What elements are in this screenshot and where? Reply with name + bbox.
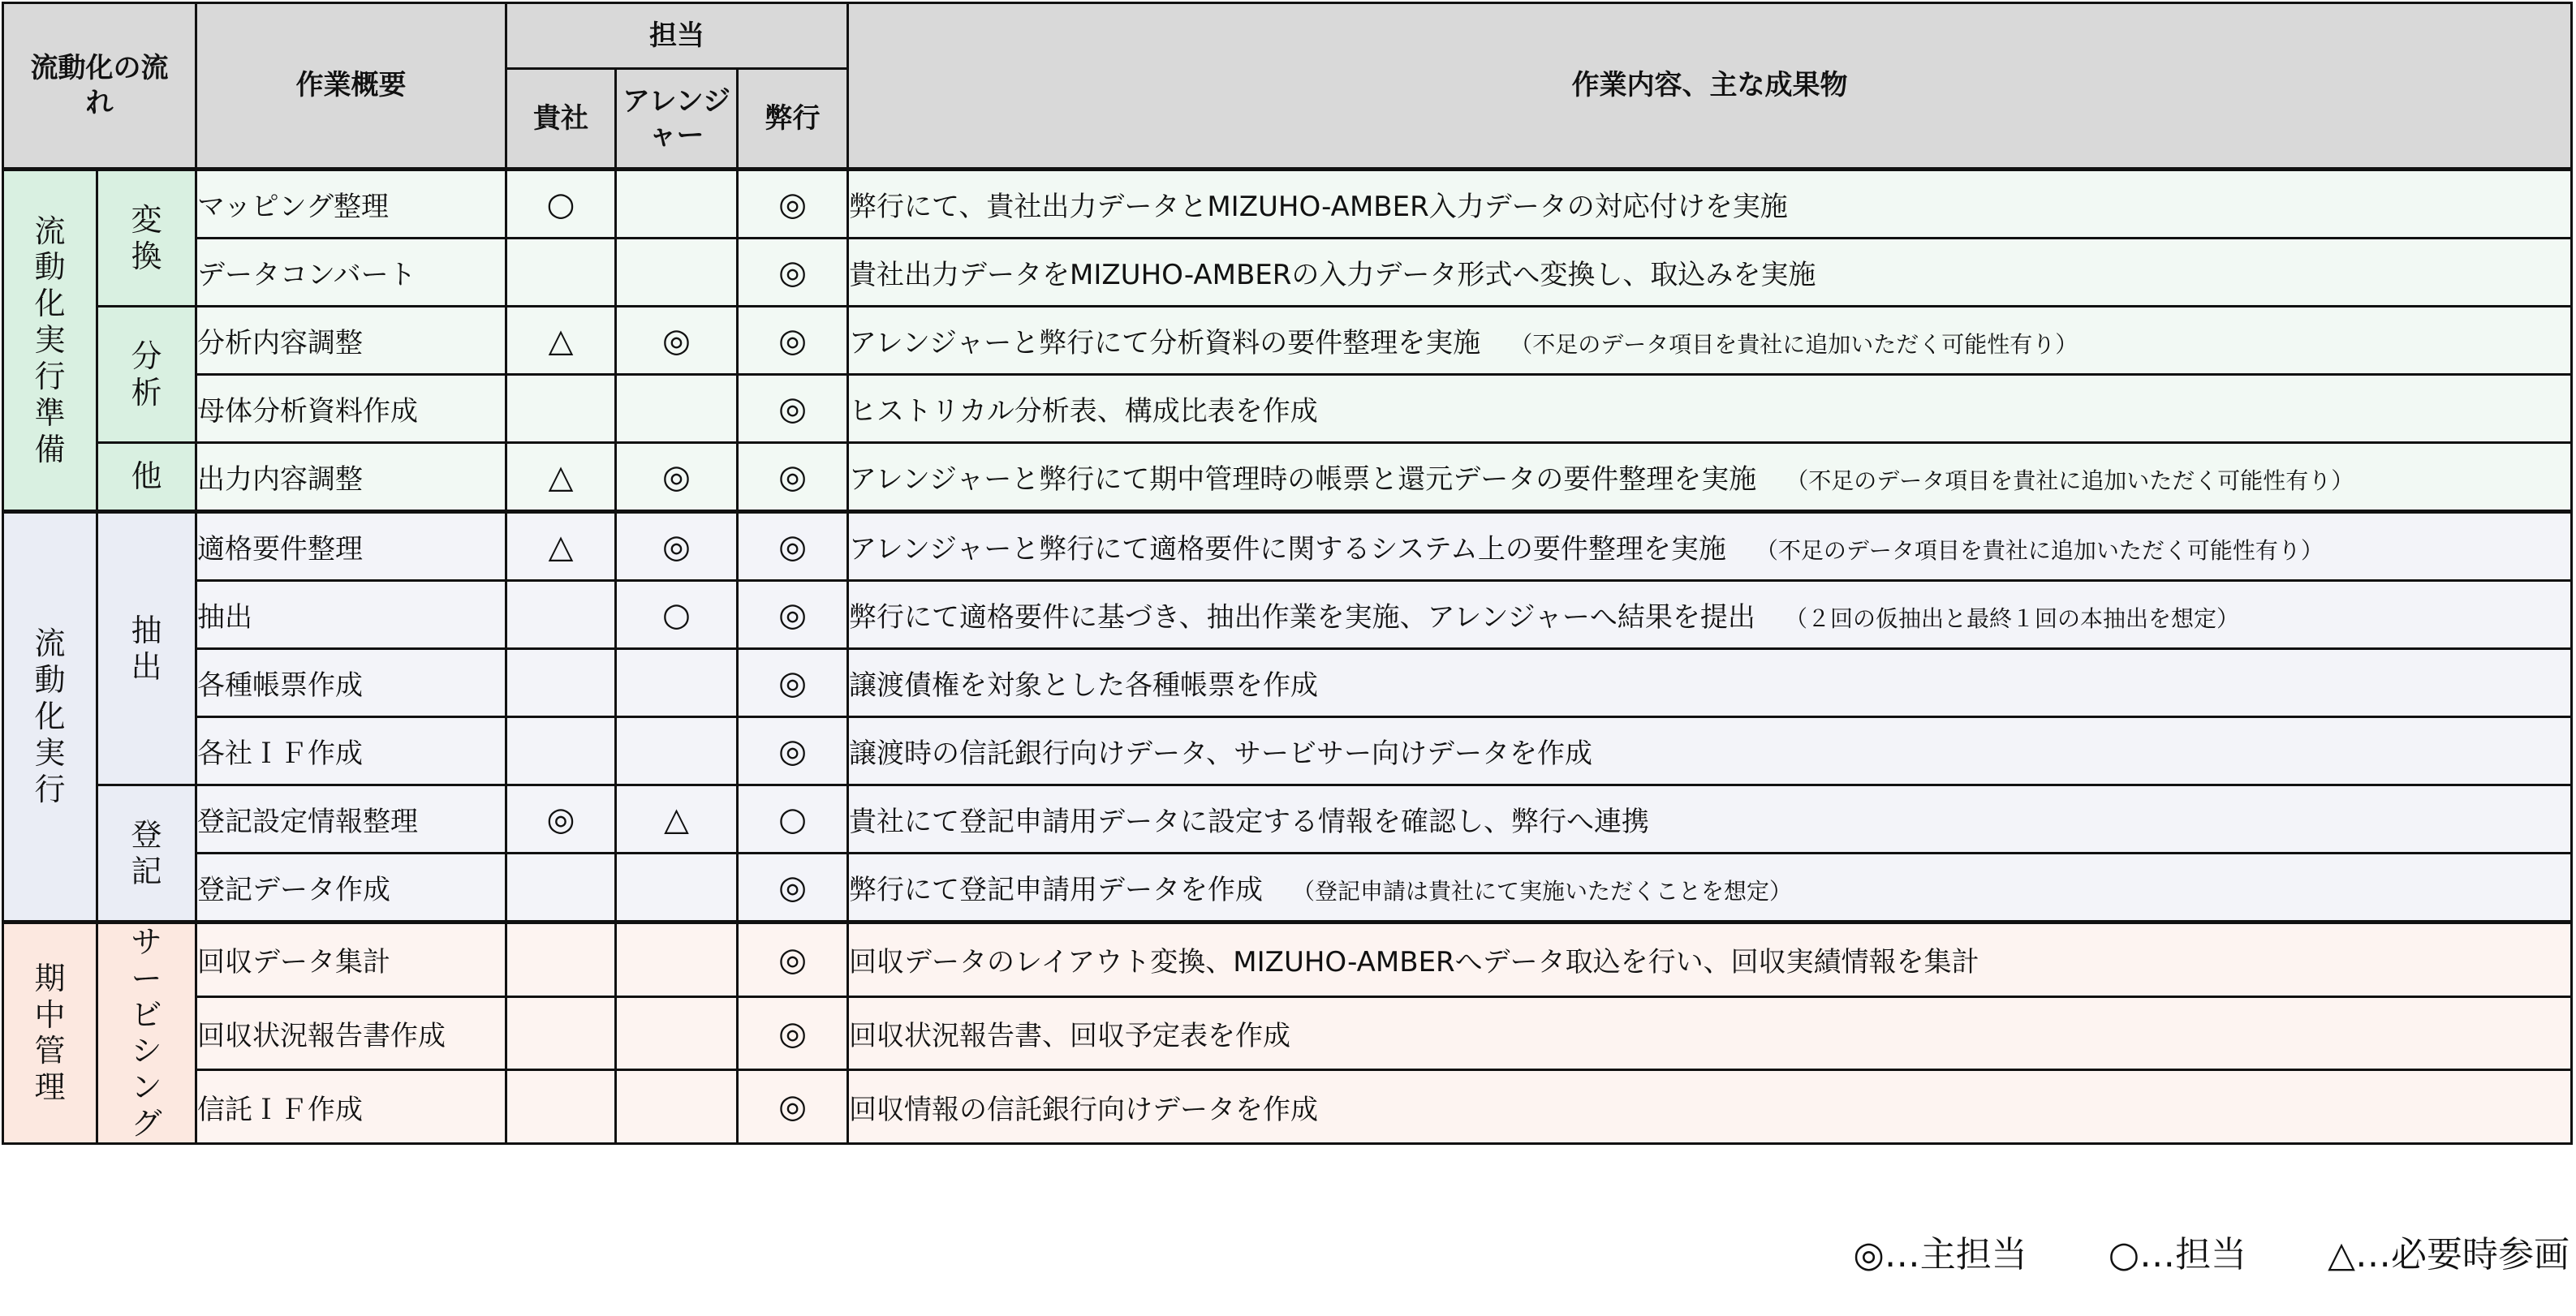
mark-client bbox=[506, 1070, 616, 1144]
mark-arranger bbox=[616, 854, 738, 922]
table-row bbox=[3, 854, 2572, 922]
mark-client bbox=[506, 996, 616, 1070]
description-note: （不足のデータ項目を貴社に追加いただく可能性有り） bbox=[1786, 467, 2354, 494]
legend-item-as-needed: △…必要時参画 bbox=[2328, 1234, 2570, 1275]
description-text: 回収状況報告書、回収予定表を作成 bbox=[849, 1020, 1291, 1053]
mark-client bbox=[506, 375, 616, 443]
task-description bbox=[848, 581, 2572, 649]
mark-client: △ bbox=[506, 443, 616, 512]
description-text: 回収データのレイアウト変換、MIZUHO-AMBERへデータ取込を行い、回収実績情報を集計 bbox=[849, 946, 1979, 979]
legend-item-responsible: ○…担当 bbox=[2108, 1234, 2247, 1275]
table-row bbox=[3, 512, 2572, 581]
mark-bank: ◎ bbox=[738, 512, 848, 581]
description-note: （不足のデータ項目を貴社に追加いただく可能性有り） bbox=[1510, 331, 2078, 358]
double-circle-icon: ◎ bbox=[1853, 1234, 1885, 1275]
header-responsible: 担当 bbox=[506, 3, 848, 69]
description-text: アレンジャーと弊行にて分析資料の要件整理を実施 bbox=[849, 327, 1481, 359]
table-row bbox=[3, 922, 2572, 997]
header-role-arranger: アレンジャー bbox=[616, 69, 738, 170]
header-overview: 作業概要 bbox=[196, 3, 506, 170]
table-row bbox=[3, 443, 2572, 512]
table-row bbox=[3, 785, 2572, 854]
mark-arranger: ◎ bbox=[616, 443, 738, 512]
task-name: 母体分析資料作成 bbox=[196, 375, 506, 443]
mark-arranger bbox=[616, 1070, 738, 1144]
table-row bbox=[3, 1070, 2572, 1144]
task-name: 登記設定情報整理 bbox=[196, 785, 506, 854]
table-row bbox=[3, 581, 2572, 649]
mark-client: ○ bbox=[506, 170, 616, 239]
legend bbox=[1853, 1225, 2570, 1277]
mark-bank: ◎ bbox=[738, 922, 848, 997]
mark-arranger: ◎ bbox=[616, 512, 738, 581]
description-text: 回収情報の信託銀行向けデータを作成 bbox=[849, 1093, 1319, 1126]
task-description bbox=[848, 1070, 2572, 1144]
group-label: 分析 bbox=[97, 307, 196, 443]
mark-client bbox=[506, 854, 616, 922]
mark-bank: ◎ bbox=[738, 170, 848, 239]
section-label: 流動化実行 bbox=[3, 512, 97, 922]
mark-arranger bbox=[616, 239, 738, 307]
description-note: （２回の仮抽出と最終１回の本抽出を想定） bbox=[1784, 605, 2239, 632]
mark-arranger bbox=[616, 649, 738, 717]
circle-icon: ○ bbox=[2108, 1234, 2140, 1275]
mark-client: △ bbox=[506, 307, 616, 375]
mark-bank: ◎ bbox=[738, 717, 848, 785]
table-row bbox=[3, 170, 2572, 239]
description-note: （登記申請は貴社にて実施いただくことを想定） bbox=[1292, 878, 1793, 905]
task-description bbox=[848, 785, 2572, 854]
mark-bank: ◎ bbox=[738, 239, 848, 307]
description-note: （不足のデータ項目を貴社に追加いただく可能性有り） bbox=[1755, 537, 2324, 564]
description-text: 弊行にて、貴社出力データとMIZUHO-AMBER入力データの対応付けを実施 bbox=[849, 191, 1788, 223]
table-row bbox=[3, 375, 2572, 443]
header-flow: 流動化の流れ bbox=[3, 3, 196, 170]
mark-arranger: ◎ bbox=[616, 307, 738, 375]
table-body bbox=[3, 170, 2572, 1144]
mark-client: △ bbox=[506, 512, 616, 581]
task-name: 回収状況報告書作成 bbox=[196, 996, 506, 1070]
mark-bank: ◎ bbox=[738, 854, 848, 922]
task-description bbox=[848, 170, 2572, 239]
task-name: 登記データ作成 bbox=[196, 854, 506, 922]
mark-client bbox=[506, 649, 616, 717]
table-row bbox=[3, 649, 2572, 717]
task-name: マッピング整理 bbox=[196, 170, 506, 239]
mark-bank: ◎ bbox=[738, 649, 848, 717]
mark-arranger bbox=[616, 170, 738, 239]
section-label: 流動化実行準備 bbox=[3, 170, 97, 512]
description-text: ヒストリカル分析表、構成比表を作成 bbox=[849, 395, 1318, 428]
header-role-client: 貴社 bbox=[506, 69, 616, 170]
description-text: 弊行にて適格要件に基づき、抽出作業を実施、アレンジャーへ結果を提出 bbox=[849, 601, 1755, 634]
mark-bank: ◎ bbox=[738, 581, 848, 649]
task-description bbox=[848, 717, 2572, 785]
mark-arranger: △ bbox=[616, 785, 738, 854]
description-text: 譲渡時の信託銀行向けデータ、サービサー向けデータを作成 bbox=[849, 738, 1592, 770]
task-name: 各社ＩＦ作成 bbox=[196, 717, 506, 785]
description-text: 弊行にて登記申請用データを作成 bbox=[849, 874, 1264, 906]
responsibility-table bbox=[2, 2, 2573, 1145]
description-text: 貴社出力データをMIZUHO-AMBERの入力データ形式へ変換し、取込みを実施 bbox=[849, 259, 1816, 291]
mark-client: ◎ bbox=[506, 785, 616, 854]
mark-arranger bbox=[616, 375, 738, 443]
task-description bbox=[848, 443, 2572, 512]
mark-arranger bbox=[616, 717, 738, 785]
mark-client bbox=[506, 922, 616, 997]
mark-bank: ◎ bbox=[738, 307, 848, 375]
task-description bbox=[848, 375, 2572, 443]
task-description bbox=[848, 922, 2572, 997]
group-label: 変換 bbox=[97, 170, 196, 307]
header-content: 作業内容、主な成果物 bbox=[848, 3, 2572, 170]
group-label: サービシング bbox=[97, 922, 196, 1144]
description-text: 貴社にて登記申請用データに設定する情報を確認し、弊行へ連携 bbox=[849, 806, 1650, 838]
task-description bbox=[848, 239, 2572, 307]
task-name: 抽出 bbox=[196, 581, 506, 649]
section-label: 期中管理 bbox=[3, 922, 97, 1144]
table-row bbox=[3, 996, 2572, 1070]
table-row bbox=[3, 717, 2572, 785]
mark-client bbox=[506, 717, 616, 785]
description-text: アレンジャーと弊行にて期中管理時の帳票と還元データの要件整理を実施 bbox=[849, 463, 1757, 496]
mark-arranger: ○ bbox=[616, 581, 738, 649]
mark-bank: ◎ bbox=[738, 1070, 848, 1144]
mark-client bbox=[506, 239, 616, 307]
task-name: 信託ＩＦ作成 bbox=[196, 1070, 506, 1144]
legend-item-main: ◎…主担当 bbox=[1853, 1234, 2027, 1275]
mark-bank: ◎ bbox=[738, 375, 848, 443]
header-role-bank: 弊行 bbox=[738, 69, 848, 170]
table-row bbox=[3, 239, 2572, 307]
group-label: 抽出 bbox=[97, 512, 196, 785]
task-name: 回収データ集計 bbox=[196, 922, 506, 997]
task-description bbox=[848, 307, 2572, 375]
task-description bbox=[848, 649, 2572, 717]
group-label: 他 bbox=[97, 443, 196, 512]
task-name: 分析内容調整 bbox=[196, 307, 506, 375]
task-name: 各種帳票作成 bbox=[196, 649, 506, 717]
task-description bbox=[848, 854, 2572, 922]
mark-arranger bbox=[616, 996, 738, 1070]
task-name: 出力内容調整 bbox=[196, 443, 506, 512]
task-name: 適格要件整理 bbox=[196, 512, 506, 581]
mark-bank: ◎ bbox=[738, 443, 848, 512]
triangle-icon: △ bbox=[2328, 1234, 2355, 1275]
mark-client bbox=[506, 581, 616, 649]
task-description bbox=[848, 512, 2572, 581]
mark-bank: ○ bbox=[738, 785, 848, 854]
task-description bbox=[848, 996, 2572, 1070]
mark-arranger bbox=[616, 922, 738, 997]
description-text: アレンジャーと弊行にて適格要件に関するシステム上の要件整理を実施 bbox=[849, 533, 1726, 566]
group-label: 登記 bbox=[97, 785, 196, 922]
task-name: データコンバート bbox=[196, 239, 506, 307]
table-row bbox=[3, 307, 2572, 375]
description-text: 譲渡債権を対象とした各種帳票を作成 bbox=[849, 669, 1319, 702]
mark-bank: ◎ bbox=[738, 996, 848, 1070]
